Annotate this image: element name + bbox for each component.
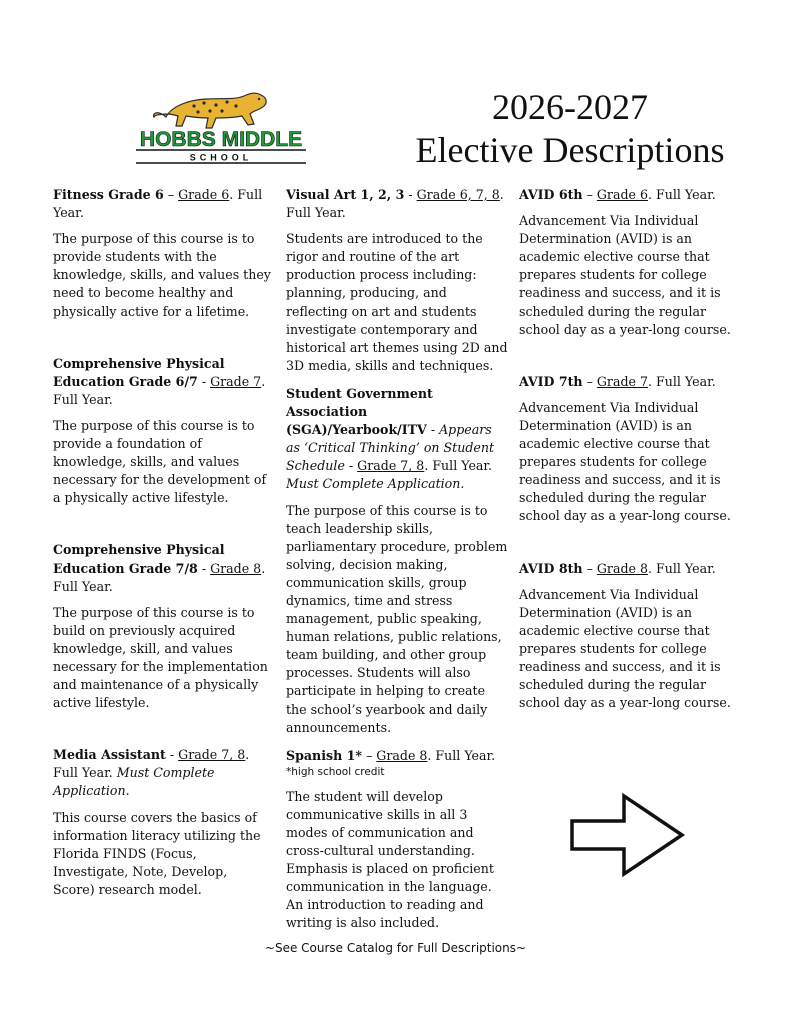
course-heading bbox=[286, 747, 508, 765]
course-duration: . Full Year. bbox=[286, 187, 504, 221]
course-note: Appears as ‘Critical Thinking’ on Student Schedule bbox=[286, 422, 495, 474]
course-description: Advancement Via Individual Determination (AVID) is an academic elective course that prepares students for college readiness and success, and it is scheduled during the regular school day as a year-long course. bbox=[519, 213, 731, 337]
course-name: Media Assistant bbox=[53, 747, 166, 763]
course-heading bbox=[53, 355, 271, 409]
course-grade: Grade 6 bbox=[596, 187, 648, 202]
course-name: Comprehensive Physical Education Grade 7/8 bbox=[53, 542, 225, 576]
footer-note: ~See Course Catalog for Full Descriptions~ bbox=[264, 941, 527, 955]
course-description: Students are introduced to the rigor and routine of the art production process including: planning, producing, and reflecting on art and students investigate contemporary and historical art themes using 2D and 3D media, skills and techniques. bbox=[286, 231, 508, 373]
course-heading bbox=[53, 746, 271, 800]
course-name: Fitness Grade 6 bbox=[53, 187, 164, 202]
course-grade: Grade 8 bbox=[376, 747, 428, 763]
title-year: 2026-2027 bbox=[492, 87, 648, 127]
course-description: The purpose of this course is to build on previously acquired knowledge, skill, and values necessary for the implementation and maintenance of a physically active lifestyle. bbox=[53, 604, 268, 711]
course-duration: . Full Year. bbox=[648, 187, 716, 202]
separator: - bbox=[344, 458, 358, 474]
course-name: Spanish 1* bbox=[286, 747, 362, 763]
column-3 bbox=[519, 186, 741, 712]
course-duration: . Full Year. bbox=[53, 373, 266, 407]
course-duration: . Full Year. bbox=[53, 187, 263, 221]
course-description: The purpose of this course is to provide students with the knowledge, skills, and values they need to become healthy and physically active for a lifetime. bbox=[53, 231, 271, 319]
course-description: The purpose of this course is to provide a foundation of knowledge, skills, and values necessary for the development of a physically active lifestyle. bbox=[53, 417, 267, 506]
separator: - bbox=[404, 187, 417, 202]
course-duration: . Full Year. bbox=[53, 747, 250, 781]
course-grade: Grade 6 bbox=[178, 187, 230, 202]
course-block bbox=[53, 186, 271, 321]
course-description: Advancement Via Individual Determination (AVID) is an academic elective course that prepares students for college readiness and success, and it is scheduled during the regular school day as a year-long course. bbox=[519, 586, 731, 711]
separator: - bbox=[165, 747, 179, 763]
course-duration: . Full Year. bbox=[427, 747, 496, 763]
course-grade: Grade 7 bbox=[596, 373, 648, 389]
column-1 bbox=[53, 186, 271, 899]
course-description: Advancement Via Individual Determination (AVID) is an academic elective course that prepares students for college readiness and success, and it is scheduled during the regular school day as a year-long course. bbox=[519, 399, 731, 524]
course-block bbox=[519, 373, 741, 526]
separator: – bbox=[582, 373, 597, 389]
logo-line1: HOBBS MIDDLE bbox=[139, 128, 303, 151]
separator: - bbox=[426, 422, 440, 438]
course-block bbox=[53, 541, 271, 712]
school-logo bbox=[132, 84, 310, 168]
page-title bbox=[400, 86, 740, 172]
course-block bbox=[519, 560, 741, 713]
separator: – bbox=[582, 560, 597, 576]
course-grade: Grade 7 bbox=[210, 373, 262, 389]
course-block bbox=[286, 186, 508, 375]
course-heading bbox=[53, 186, 271, 222]
course-grade: Grade 8 bbox=[210, 560, 262, 576]
course-duration: . Full Year. bbox=[648, 373, 716, 389]
course-heading bbox=[519, 373, 741, 391]
right-arrow-icon bbox=[568, 792, 688, 878]
course-grade: Grade 8 bbox=[596, 560, 648, 576]
separator: - bbox=[197, 560, 211, 576]
course-description: The student will develop communicative skills in all 3 modes of communication and cross-cultural understanding. Emphasis is placed on proficient communication in the language. An introduction to reading and writing is also included. bbox=[286, 788, 494, 931]
column-2 bbox=[286, 186, 508, 933]
course-heading bbox=[286, 186, 508, 222]
course-name: AVID 8th bbox=[519, 560, 583, 576]
course-description: The purpose of this course is to teach leadership skills, parliamentary procedure, problem solving, decision making, communication skills, group dynamics, time and stress management, public speaking, human relations, public relations, team building, and other group processes. Students will also participate in helping to create the school’s yearbook and daily announcements. bbox=[286, 502, 508, 735]
course-block bbox=[53, 355, 271, 508]
title-text: Elective Descriptions bbox=[415, 130, 725, 170]
course-name: Student Government Association (SGA)/Yearbook/ITV bbox=[286, 385, 433, 438]
course-block bbox=[53, 746, 271, 899]
separator: – bbox=[361, 747, 377, 763]
course-grade: Grade 6, 7, 8 bbox=[416, 187, 500, 202]
course-grade: Grade 7, 8 bbox=[178, 747, 246, 763]
course-name: AVID 7th bbox=[519, 373, 583, 389]
logo-line2: SCHOOL bbox=[189, 152, 253, 163]
course-heading bbox=[53, 541, 271, 595]
course-description: This course covers the basics of information literacy utilizing the Florida FINDS (Focus, Investigate, Note, Develop, Score) research model. bbox=[53, 809, 261, 897]
separator: - bbox=[197, 373, 211, 389]
course-block bbox=[286, 747, 508, 933]
separator: – bbox=[582, 187, 597, 202]
course-block bbox=[519, 186, 741, 339]
separator: – bbox=[163, 187, 179, 202]
course-block bbox=[286, 385, 508, 737]
course-grade: Grade 7, 8 bbox=[357, 458, 425, 474]
course-duration: . Full Year. bbox=[424, 458, 493, 474]
course-name: Comprehensive Physical Education Grade 6/7 bbox=[53, 355, 225, 389]
jaguar-icon bbox=[154, 93, 267, 128]
course-footnote: *high school credit bbox=[286, 765, 385, 778]
course-duration: . Full Year. bbox=[53, 560, 266, 594]
course-punct: . bbox=[460, 476, 465, 492]
course-requirement: Must Complete Application bbox=[286, 476, 461, 492]
course-duration: . Full Year. bbox=[648, 560, 716, 576]
course-heading bbox=[286, 385, 508, 494]
course-name: Visual Art 1, 2, 3 bbox=[286, 187, 405, 202]
course-requirement: Must Complete Application. bbox=[53, 765, 215, 799]
course-heading bbox=[519, 560, 741, 578]
course-heading bbox=[519, 186, 741, 204]
course-name: AVID 6th bbox=[519, 187, 583, 202]
